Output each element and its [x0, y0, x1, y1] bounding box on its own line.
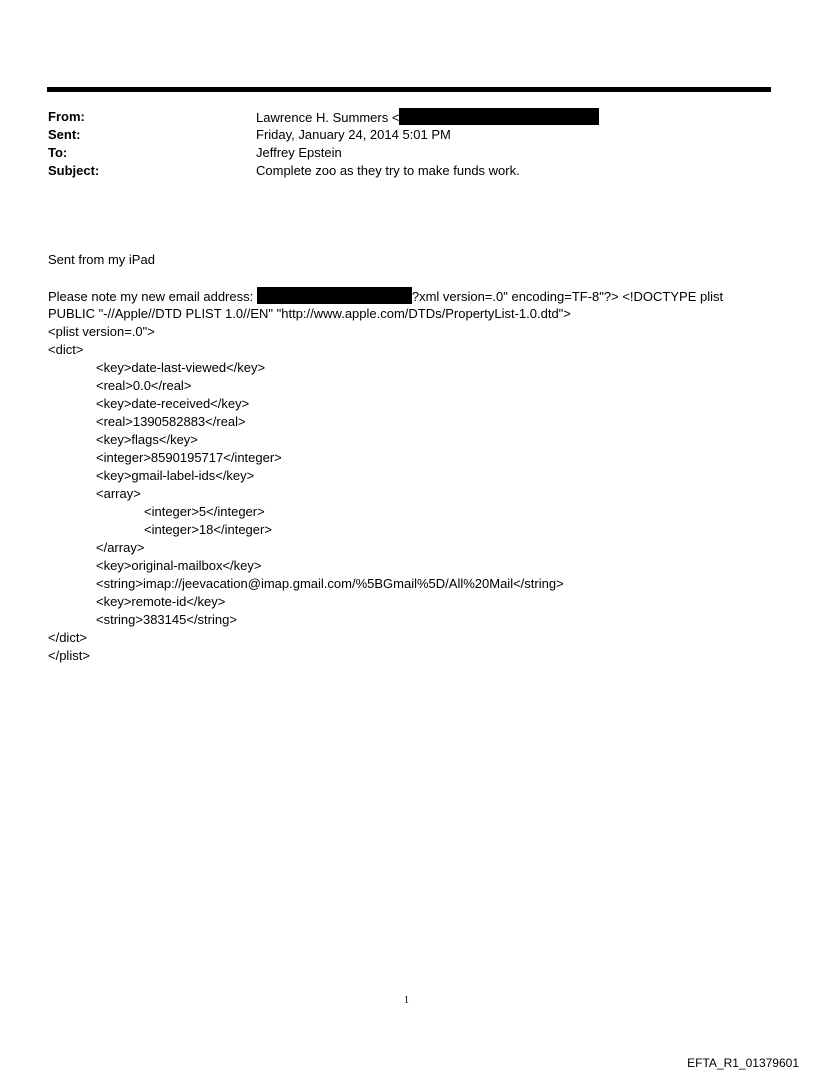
- to-label: To:: [48, 145, 68, 160]
- from-name: Lawrence H. Summers <: [256, 110, 400, 125]
- plist-line: <dict>: [48, 342, 84, 357]
- plist-line: <key>remote-id</key>: [96, 594, 226, 609]
- plist-line: <real>0.0</real>: [96, 378, 192, 393]
- plist-line: <array>: [96, 486, 141, 501]
- plist-line: <string>383145</string>: [96, 612, 237, 627]
- redaction-bar: [257, 287, 412, 304]
- note-prefix: Please note my new email address:: [48, 289, 254, 304]
- page-number: 1: [404, 995, 409, 1006]
- plist-line: <integer>18</integer>: [144, 522, 272, 537]
- signature-line: Sent from my iPad: [48, 252, 155, 267]
- plist-line: <key>flags</key>: [96, 432, 198, 447]
- subject-value: Complete zoo as they try to make funds work.: [256, 163, 520, 178]
- plist-line: </dict>: [48, 630, 88, 645]
- plist-line: <key>original-mailbox</key>: [96, 558, 262, 573]
- header-rule: [47, 87, 771, 92]
- bates-number: EFTA_R1_01379601: [687, 1056, 799, 1070]
- plist-line: <key>date-received</key>: [96, 396, 250, 411]
- plist-line: </plist>: [48, 648, 90, 663]
- plist-line: <plist version=.0">: [48, 324, 155, 339]
- note-line: [48, 287, 723, 306]
- from-value: [256, 108, 599, 127]
- plist-line: <key>date-last-viewed</key>: [96, 360, 266, 375]
- sent-value: Friday, January 24, 2014 5:01 PM: [256, 127, 451, 142]
- from-label: From:: [48, 109, 85, 124]
- redaction-bar: [399, 108, 599, 125]
- plist-line: </array>: [96, 540, 145, 555]
- note-suffix: ?xml version=.0" encoding=TF-8"?> <!DOCTYPE plist: [411, 289, 724, 304]
- plist-line: <string>imap://jeevacation@imap.gmail.com/%5BGmail%5D/All%20Mail</string>: [96, 576, 564, 591]
- subject-label: Subject:: [48, 163, 100, 178]
- plist-line: <integer>5</integer>: [144, 504, 265, 519]
- to-value: Jeffrey Epstein: [256, 145, 342, 160]
- plist-line: <real>1390582883</real>: [96, 414, 246, 429]
- plist-line: <key>gmail-label-ids</key>: [96, 468, 255, 483]
- sent-label: Sent:: [48, 127, 81, 142]
- plist-line: PUBLIC "-//Apple//DTD PLIST 1.0//EN" "http://www.apple.com/DTDs/PropertyList-1.0.dtd">: [48, 306, 571, 321]
- plist-line: <integer>8590195717</integer>: [96, 450, 282, 465]
